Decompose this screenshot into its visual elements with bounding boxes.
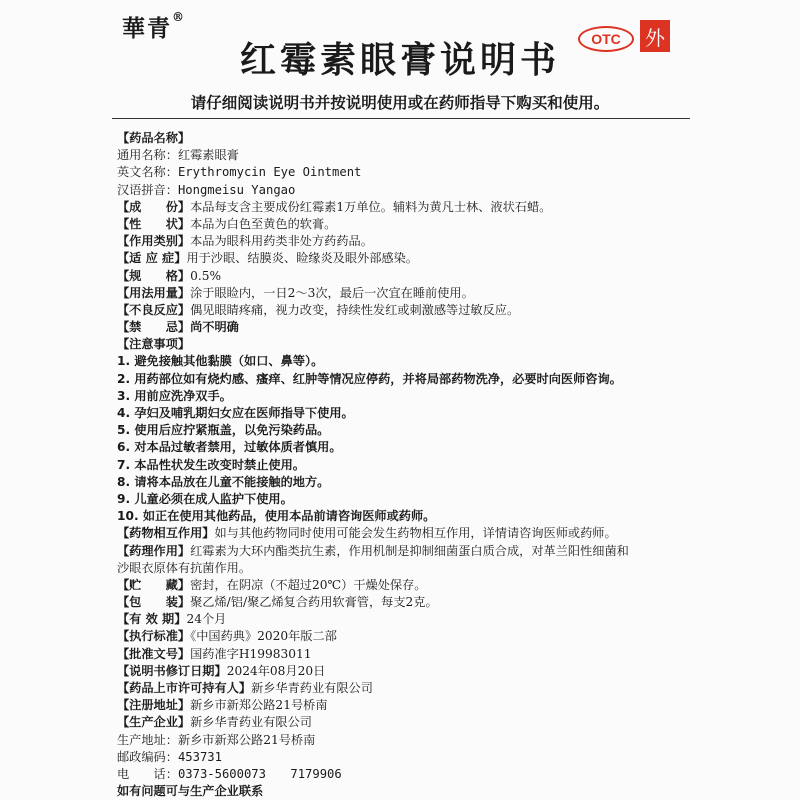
note-item: 1. 避免接触其他黏膜（如口、鼻等）。	[117, 354, 324, 369]
registered-address-row: 【注册地址】新乡市新郑公路21号桥南	[117, 698, 328, 713]
contraindication-row: 【禁 忌】尚不明确	[117, 320, 239, 335]
pharmacology-continued: 沙眼衣原体有抗菌作用。	[117, 560, 252, 575]
note-item: 8. 请将本品放在儿童不能接触的地方。	[117, 474, 330, 489]
divider	[112, 118, 690, 119]
note-item: 5. 使用后应拧紧瓶盖，以免污染药品。	[117, 423, 330, 438]
usage-row: 【用法用量】涂于眼睑内，一日2～3次，最后一次宜在睡前使用。	[117, 285, 474, 300]
note-item: 4. 孕妇及哺乳期妇女应在医师指导下使用。	[117, 406, 354, 420]
drug-name-header: 【药品名称】	[117, 131, 191, 145]
external-use-badge: 外	[640, 20, 670, 52]
validity-row: 【有 效 期】24个月	[117, 612, 227, 627]
production-address-row: 生产地址：新乡市新郑公路21号桥南	[117, 732, 316, 747]
page-title: 红霉素眼膏说明书	[239, 40, 560, 81]
note-item: 2. 用药部位如有烧灼感、瘙痒、红肿等情况应停药，并将局部药物洗净，必要时向医师咨询。	[117, 371, 622, 386]
notes-header: 【注意事项】	[117, 337, 191, 352]
standard-row: 【执行标准】《中国药典》2020年版二部	[117, 629, 337, 644]
license-holder-row: 【药品上市许可持有人】新乡华青药业有限公司	[117, 681, 373, 695]
manufacturer-row: 【生产企业】新乡华青药业有限公司	[117, 715, 312, 730]
pinyin-row: 汉语拼音：Hongmeisu Yangao	[117, 182, 296, 197]
brand-logo: 華青®	[122, 10, 186, 42]
adverse-row: 【不良反应】偶见眼睛疼痛，视力改变，持续性发红或刺激感等过敏反应。	[117, 302, 520, 317]
traits-row: 【性 状】本品为白色至黄色的软膏。	[117, 216, 337, 231]
page-subtitle: 请仔细阅读说明书并按说明使用或在药师指导下购买和使用。	[190, 94, 610, 112]
package-row: 【包 装】聚乙烯/铝/聚乙烯复合药用软膏管，每支2克。	[117, 595, 438, 610]
footer-note: 如有问题可与生产企业联系	[117, 784, 264, 799]
english-name-row: 英文名称：Erythromycin Eye Ointment	[117, 165, 362, 180]
storage-row: 【贮 藏】密封，在阴凉（不超过20℃）干燥处保存。	[117, 577, 427, 592]
generic-name-row: 通用名称：红霉素眼膏	[117, 148, 239, 163]
category-row: 【作用类别】本品为眼科用药类非处方药药品。	[117, 234, 373, 249]
revision-date-row: 【说明书修订日期】2024年08月20日	[117, 663, 326, 678]
note-item: 9. 儿童必须在成人监护下使用。	[117, 491, 293, 506]
spec-row: 【规 格】0.5%	[117, 268, 222, 283]
postcode-row: 邮政编码：453731	[117, 749, 222, 764]
phone-row: 电 话：0373-5600073 7179906	[117, 766, 342, 781]
otc-badge: OTC	[578, 26, 634, 52]
note-item: 7. 本品性状发生改变时禁止使用。	[117, 457, 305, 472]
note-item: 10. 如正在使用其他药品，使用本品前请咨询医师或药师。	[117, 509, 436, 524]
ingredients-row: 【成 份】本品每支含主要成份红霉素1万单位。辅料为黄凡士林、液状石蜡。	[117, 199, 552, 214]
leaflet-body	[117, 130, 697, 800]
indication-row: 【适 应 症】用于沙眼、结膜炎、睑缘炎及眼外部感染。	[117, 251, 418, 266]
pharmacology-row: 【药理作用】红霉素为大环内酯类抗生素，作用机制是抑制细菌蛋白质合成，对革兰阳性细菌和	[117, 543, 629, 558]
approval-row: 【批准文号】国药准字H19983011	[117, 646, 312, 661]
note-item: 3. 用前应洗净双手。	[117, 388, 232, 403]
note-item: 6. 对本品过敏者禁用，过敏体质者慎用。	[117, 440, 342, 455]
interaction-row: 【药物相互作用】如与其他药物同时使用可能会发生药物相互作用，详情请咨询医师或药师。	[117, 526, 617, 541]
